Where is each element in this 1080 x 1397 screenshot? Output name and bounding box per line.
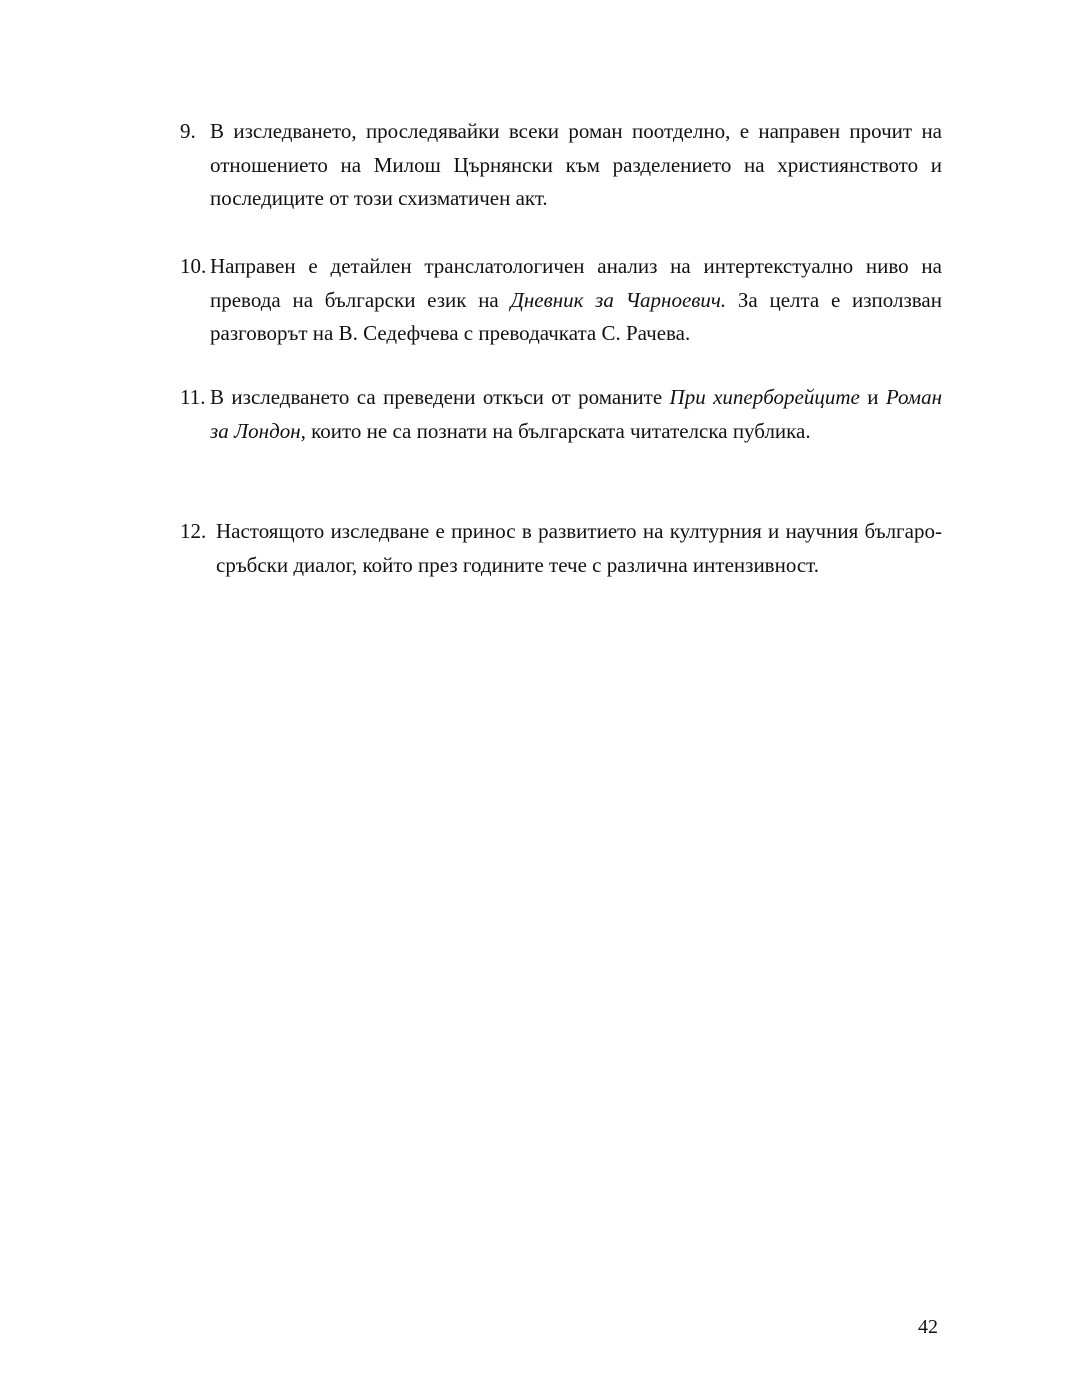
book-title: Дневник за Чарноевич.: [510, 287, 727, 312]
item-text: [210, 115, 942, 216]
item-text: [210, 381, 942, 448]
item-text: [216, 515, 942, 582]
text-run: , които не са познати на българската читателска публика.: [300, 418, 811, 443]
item-number: 11.: [180, 385, 206, 409]
page-number: 42: [918, 1316, 938, 1338]
item-number: 9.: [180, 119, 196, 143]
list-item-9: [180, 115, 942, 216]
text-run: и: [859, 385, 886, 409]
text-run: В изследването, проследявайки всеки роман поотделно, е направен прочит на отношението на Милош Църнянски към разделението на християнството и последиците от този схизматичен акт.: [210, 119, 942, 210]
text-run: За целта е използван разговорът на В. Седефчева с преводачката С. Рачева.: [210, 287, 942, 345]
list-item-11: [180, 381, 942, 448]
list-item-12: [180, 515, 942, 582]
book-title: Роман за Лондон: [210, 385, 942, 443]
list-item-10: [180, 250, 942, 351]
text-run: Настоящото изследване е принос в развитието на културния и научния българо-сръбски диалог, който през годините тече с различна интензивност.: [216, 519, 942, 577]
text-run: Направен е детайлен транслатологичен анализ на интертекстуално ниво на превода на български език на: [210, 254, 942, 312]
text-run: В изследването са преведени откъси от романите: [210, 385, 670, 409]
item-text: [210, 250, 942, 351]
book-title: При хиперборейците: [669, 385, 860, 409]
item-number: 12.: [180, 519, 207, 543]
item-number: 10.: [180, 254, 207, 278]
